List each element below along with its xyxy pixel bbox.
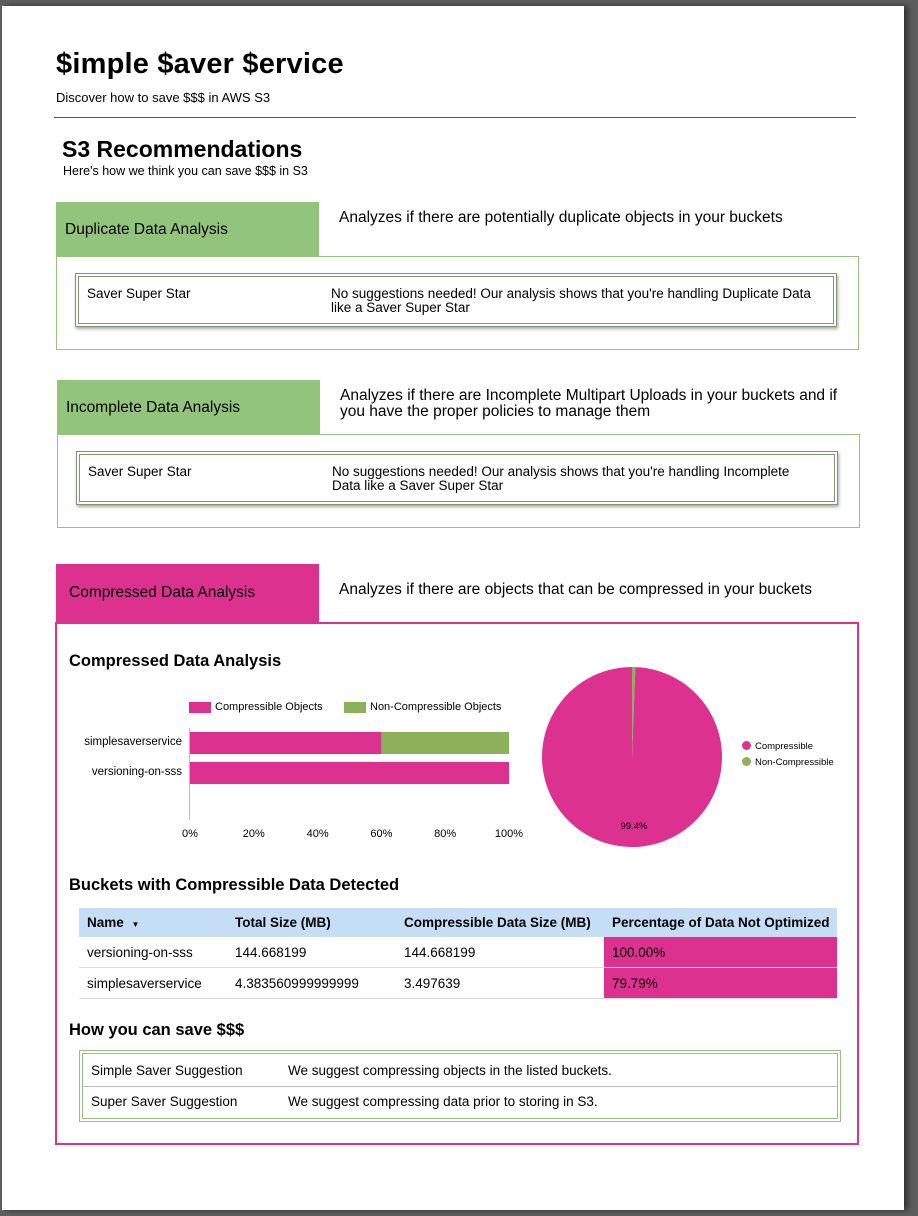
report-page xyxy=(2,6,904,1210)
pie-legend-label-noncompressible: Non-Compressible xyxy=(755,757,834,768)
percentage-not-optimized: 100.00% xyxy=(604,937,837,968)
duplicate-message: No suggestions needed! Our analysis shows that you're handling Duplicate Data like a Saver Super Star xyxy=(331,286,811,315)
legend-swatch-noncompressible xyxy=(344,702,366,713)
column-header-name[interactable] xyxy=(79,908,227,937)
column-header-compressible-size[interactable]: Compressible Data Size (MB) xyxy=(396,908,604,937)
save-heading: How you can save $$$ xyxy=(69,1021,245,1039)
report-title: $imple $aver $ervice xyxy=(56,48,344,80)
recommendations-title: S3 Recommendations xyxy=(62,136,303,162)
bar-segment xyxy=(381,732,509,754)
pie-legend-label-compressible: Compressible xyxy=(755,741,814,752)
bar-legend-compressible xyxy=(189,701,323,713)
incomplete-result-box xyxy=(76,451,838,505)
suggestion-text: We suggest compressing objects in the listed buckets. xyxy=(288,1063,612,1078)
pie-legend-compressible xyxy=(742,739,834,755)
x-tick-label: 100% xyxy=(494,828,524,840)
header-divider xyxy=(54,117,856,118)
report-subtitle: Discover how to save $$$ in AWS S3 xyxy=(56,90,271,105)
column-header-name-label: Name xyxy=(87,915,124,930)
column-header-total-size[interactable]: Total Size (MB) xyxy=(227,908,396,937)
legend-swatch-compressible xyxy=(189,702,211,713)
x-tick-label: 60% xyxy=(370,828,393,840)
duplicate-status: Saver Super Star xyxy=(87,286,191,301)
suggestion-label: Simple Saver Suggestion xyxy=(91,1063,243,1078)
compressed-tab: Compressed Data Analysis xyxy=(56,564,319,622)
incomplete-tab: Incomplete Data Analysis xyxy=(57,380,320,436)
total-size: 4.383560999999999 xyxy=(227,968,396,999)
bucket-table-heading: Buckets with Compressible Data Detected xyxy=(69,876,400,894)
bar-segment xyxy=(190,732,381,754)
table-row xyxy=(79,937,837,968)
table-row xyxy=(79,968,837,999)
incomplete-panel xyxy=(57,434,860,528)
duplicate-description: Analyzes if there are potentially duplicate objects in your buckets xyxy=(339,209,783,226)
pie-slice xyxy=(542,667,722,847)
pie-data-label: 99.4% xyxy=(620,821,648,832)
recommendations-subtitle: Here's how we think you can save $$$ in S3 xyxy=(63,164,308,178)
compressed-chart-heading: Compressed Data Analysis xyxy=(69,652,282,670)
sort-down-icon[interactable]: ▼ xyxy=(131,920,140,929)
incomplete-message: No suggestions needed! Our analysis shows that you're handling Incomplete Data like a Saver Super Star xyxy=(332,464,790,493)
bucket-name: simplesaverservice xyxy=(79,968,227,999)
stacked-bar-chart xyxy=(57,720,537,850)
x-tick-label: 0% xyxy=(182,828,198,840)
compressible-size: 144.668199 xyxy=(396,937,604,968)
bucket-name: versioning-on-sss xyxy=(79,937,227,968)
pie-legend-dot-noncompressible xyxy=(742,757,751,766)
bar-category-label-0: simplesaverservice xyxy=(84,736,182,748)
pie-legend xyxy=(742,739,834,771)
suggestion-label: Super Saver Suggestion xyxy=(91,1094,238,1109)
x-tick-label: 20% xyxy=(242,828,265,840)
column-header-percentage[interactable]: Percentage of Data Not Optimized xyxy=(604,908,837,937)
compressed-panel xyxy=(55,622,859,1145)
total-size: 144.668199 xyxy=(227,937,396,968)
duplicate-panel xyxy=(56,256,859,350)
percentage-not-optimized: 79.79% xyxy=(604,968,837,999)
pie-legend-dot-compressible xyxy=(742,741,751,750)
suggestion-text: We suggest compressing data prior to storing in S3. xyxy=(288,1094,598,1109)
pie-chart xyxy=(542,664,732,849)
bar-segment xyxy=(190,762,509,784)
legend-label-noncompressible: Non-Compressible Objects xyxy=(370,701,502,713)
x-tick-label: 40% xyxy=(306,828,329,840)
incomplete-status: Saver Super Star xyxy=(88,464,192,479)
duplicate-tab: Duplicate Data Analysis xyxy=(56,202,319,258)
pie-legend-noncompressible xyxy=(742,755,834,771)
duplicate-result-box xyxy=(75,273,837,327)
x-tick-label: 80% xyxy=(434,828,457,840)
compressible-size: 3.497639 xyxy=(396,968,604,999)
legend-label-compressible: Compressible Objects xyxy=(215,701,323,713)
bucket-table xyxy=(79,908,837,999)
incomplete-description: Analyzes if there are Incomplete Multipart Uploads in your buckets and if you have the proper policies to manage them xyxy=(340,387,838,420)
suggestion-divider xyxy=(83,1086,837,1087)
suggestions-box xyxy=(79,1050,841,1122)
bar-legend-noncompressible xyxy=(344,701,501,713)
compressed-description: Analyzes if there are objects that can be compressed in your buckets xyxy=(339,581,812,598)
bar-category-label-1: versioning-on-sss xyxy=(91,766,182,778)
